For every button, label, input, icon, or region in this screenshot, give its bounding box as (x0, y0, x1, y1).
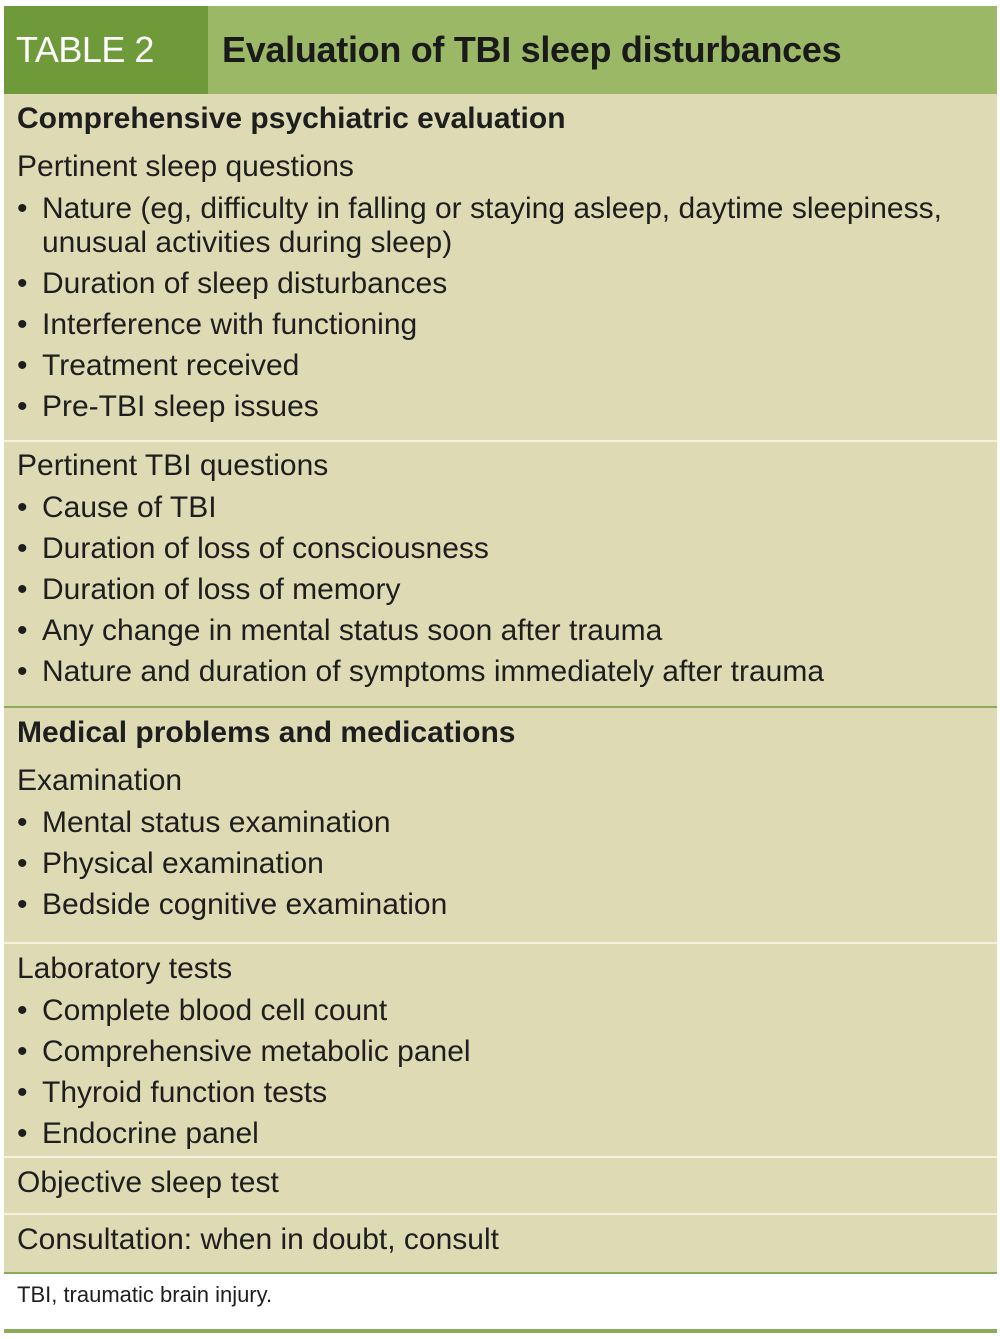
list-item-text: Interference with functioning (42, 308, 418, 341)
bullet-icon: • (17, 847, 28, 880)
list-item (17, 345, 997, 386)
examination-subhead: Examination (17, 764, 183, 797)
table-body (4, 94, 997, 1273)
list-item-text: Physical examination (42, 847, 324, 880)
list-item-text: Bedside cognitive examination (42, 888, 448, 921)
list-item-text: Comprehensive metabolic panel (42, 1035, 471, 1068)
bullet-icon: • (17, 614, 28, 647)
bullet-icon: • (17, 491, 28, 524)
consultation-section (4, 1219, 997, 1261)
list-item-text: Pre-TBI sleep issues (42, 390, 319, 423)
tbi-questions-subhead: Pertinent TBI questions (17, 449, 329, 482)
list-item-text: Mental status examination (42, 806, 391, 839)
list-item (17, 188, 997, 263)
list-item-text: Thyroid function tests (42, 1076, 328, 1109)
bullet-icon: • (17, 888, 28, 921)
list-item-text: Complete blood cell count (42, 994, 388, 1027)
body-bottom-rule (4, 1272, 997, 1274)
consultation-note: Consultation: when in doubt, consult (17, 1223, 499, 1256)
bullet-icon: • (17, 994, 28, 1027)
list-item-text: Duration of loss of memory (42, 573, 401, 606)
tbi-questions-section (4, 445, 997, 692)
bullet-icon: • (17, 308, 28, 341)
lab-tests-section (4, 948, 997, 1154)
list-item-text: Duration of sleep disturbances (42, 267, 448, 300)
list-item-text: Cause of TBI (42, 491, 217, 524)
bullet-icon: • (17, 349, 28, 382)
list-item (17, 651, 997, 692)
table-header (4, 6, 997, 94)
objective-test-section (4, 1162, 997, 1204)
bullet-icon: • (17, 655, 28, 688)
bullet-icon: • (17, 1117, 28, 1150)
table-title: Evaluation of TBI sleep disturbances (208, 6, 997, 94)
table-footnote: TBI, traumatic brain injury. (17, 1282, 273, 1307)
table-number-label: TABLE 2 (4, 6, 208, 94)
table-bottom-rule (4, 1329, 997, 1333)
list-item-text: Any change in mental status soon after trauma (42, 614, 663, 647)
list-item (17, 843, 997, 884)
objective-sleep-test: Objective sleep test (17, 1166, 279, 1199)
list-item (17, 569, 997, 610)
list-item (17, 304, 997, 345)
bullet-icon: • (17, 192, 28, 225)
list-item (17, 990, 997, 1031)
psych-eval-heading: Comprehensive psychiatric evaluation (17, 102, 566, 135)
row-divider (4, 440, 997, 442)
list-item (17, 263, 997, 304)
bullet-icon: • (17, 532, 28, 565)
list-item-text: Nature (eg, difficulty in falling or staying asleep, daytime sleepiness, unusual activities during sleep) (42, 192, 942, 259)
list-item (17, 884, 997, 925)
list-item-text: Treatment received (42, 349, 300, 382)
medical-exam-section (4, 712, 997, 925)
bullet-icon: • (17, 806, 28, 839)
list-item (17, 528, 997, 569)
list-item-text: Nature and duration of symptoms immediately after trauma (42, 655, 825, 688)
medical-problems-heading: Medical problems and medications (17, 716, 516, 749)
bullet-icon: • (17, 1035, 28, 1068)
list-item-text: Endocrine panel (42, 1117, 259, 1150)
list-item (17, 386, 997, 427)
bullet-icon: • (17, 390, 28, 423)
list-item (17, 802, 997, 843)
bullet-icon: • (17, 573, 28, 606)
list-item (17, 1031, 997, 1072)
list-item (17, 1113, 997, 1154)
row-divider (4, 1213, 997, 1215)
lab-tests-subhead: Laboratory tests (17, 952, 233, 985)
bullet-icon: • (17, 267, 28, 300)
sleep-questions-subhead: Pertinent sleep questions (17, 150, 354, 183)
list-item (17, 610, 997, 651)
row-divider (4, 1156, 997, 1158)
list-item (17, 487, 997, 528)
psych-sleep-section (4, 98, 997, 427)
bullet-icon: • (17, 1076, 28, 1109)
list-item (17, 1072, 997, 1113)
list-item-text: Duration of loss of consciousness (42, 532, 489, 565)
section-divider (4, 706, 997, 708)
row-divider (4, 942, 997, 944)
